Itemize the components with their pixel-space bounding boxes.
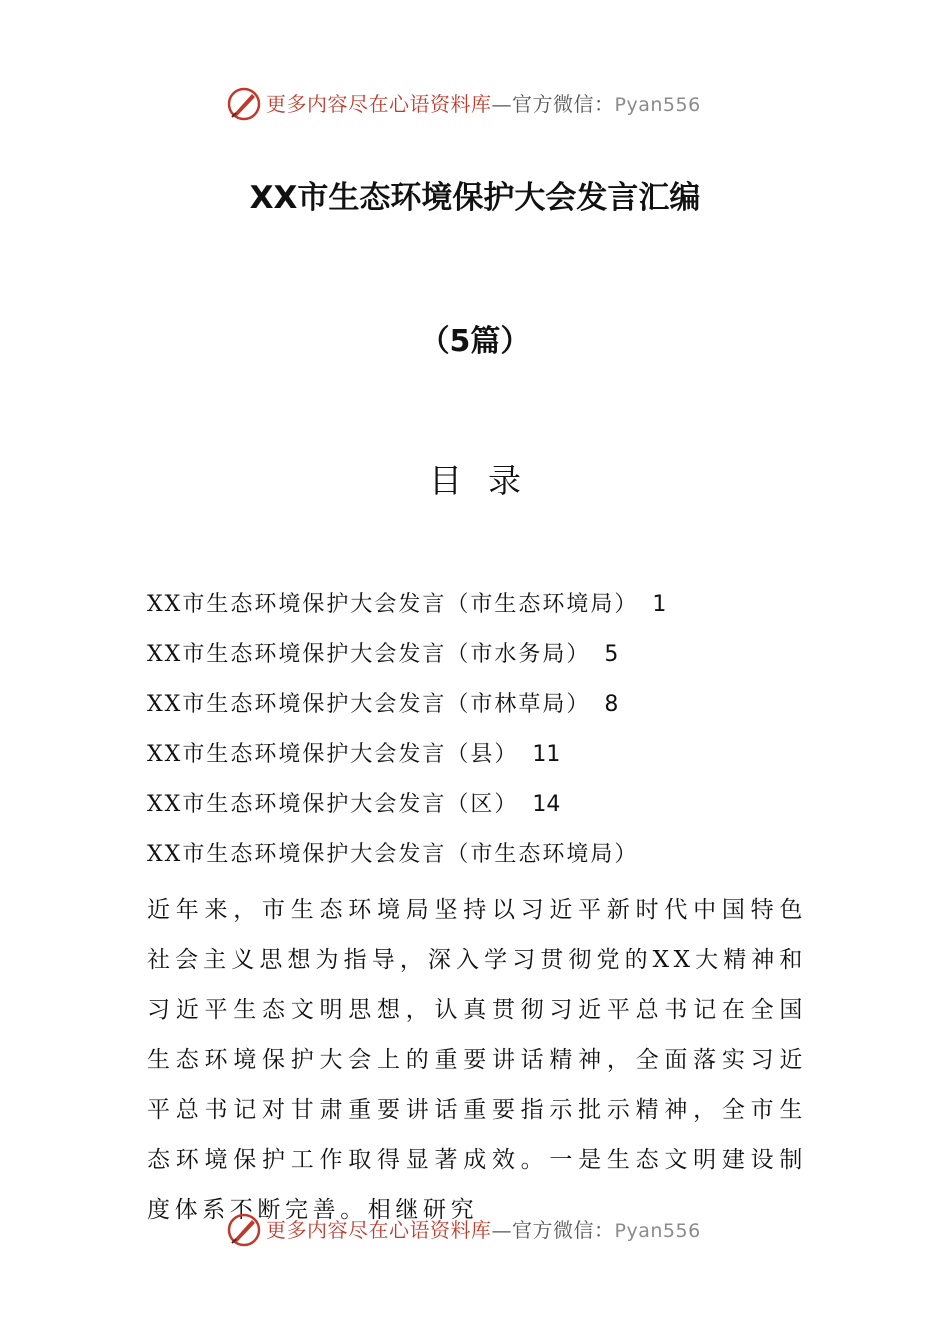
toc-item-page: 1 bbox=[652, 592, 667, 617]
watermark-wechat-id: Pyan556 bbox=[614, 1220, 701, 1242]
watermark-site: 更多内容尽在心语资料库 bbox=[266, 1218, 492, 1242]
watermark-footer bbox=[0, 1210, 950, 1250]
toc-item[interactable] bbox=[147, 690, 827, 740]
toc-item-label: XX市生态环境保护大会发言（市林草局） bbox=[147, 692, 591, 717]
toc-heading: 目录 bbox=[429, 461, 547, 500]
watermark-text bbox=[266, 91, 701, 118]
quill-logo-icon bbox=[226, 1212, 262, 1248]
toc-item-page: 11 bbox=[532, 742, 561, 767]
watermark-label: 官方微信： bbox=[512, 1218, 615, 1242]
quill-logo-icon bbox=[226, 86, 262, 122]
toc-item-page: 8 bbox=[604, 692, 619, 717]
watermark-text bbox=[266, 1217, 701, 1244]
document-title: XX市生态环境保护大会发言汇编 bbox=[249, 180, 701, 216]
watermark-header bbox=[0, 84, 950, 124]
watermark-label: 官方微信： bbox=[512, 92, 615, 116]
document-count: （5篇） bbox=[419, 324, 531, 359]
toc-item-page: 14 bbox=[532, 792, 561, 817]
watermark-separator: — bbox=[491, 1218, 512, 1242]
table-of-contents bbox=[147, 590, 827, 840]
toc-item[interactable] bbox=[147, 790, 827, 840]
watermark-separator: — bbox=[491, 92, 512, 116]
body-paragraph: 近年来，市生态环境局坚持以习近平新时代中国特色社会主义思想为指导，深入学习贯彻党的XX大精神和习近平生态文明思想，认真贯彻习近平总书记在全国生态环境保护大会上的重要讲话精神，全面落实习近平总书记对甘肃重要讲话重要指示批示精神，全市生态环境保护工作取得显著成效。一是生态文明建设制度体系不断完善。相继研究 bbox=[147, 897, 807, 1223]
toc-item-label: XX市生态环境保护大会发言（区） bbox=[147, 792, 519, 817]
toc-item-page: 5 bbox=[604, 642, 619, 667]
toc-item[interactable] bbox=[147, 590, 827, 640]
toc-item-label: XX市生态环境保护大会发言（县） bbox=[147, 742, 519, 767]
toc-item-label: XX市生态环境保护大会发言（市水务局） bbox=[147, 642, 591, 667]
watermark-site: 更多内容尽在心语资料库 bbox=[266, 92, 492, 116]
toc-item[interactable] bbox=[147, 640, 827, 690]
toc-item[interactable] bbox=[147, 740, 827, 790]
section-heading: XX市生态环境保护大会发言（市生态环境局） bbox=[147, 842, 639, 867]
watermark-wechat-id: Pyan556 bbox=[614, 94, 701, 116]
toc-item-label: XX市生态环境保护大会发言（市生态环境局） bbox=[147, 592, 639, 617]
